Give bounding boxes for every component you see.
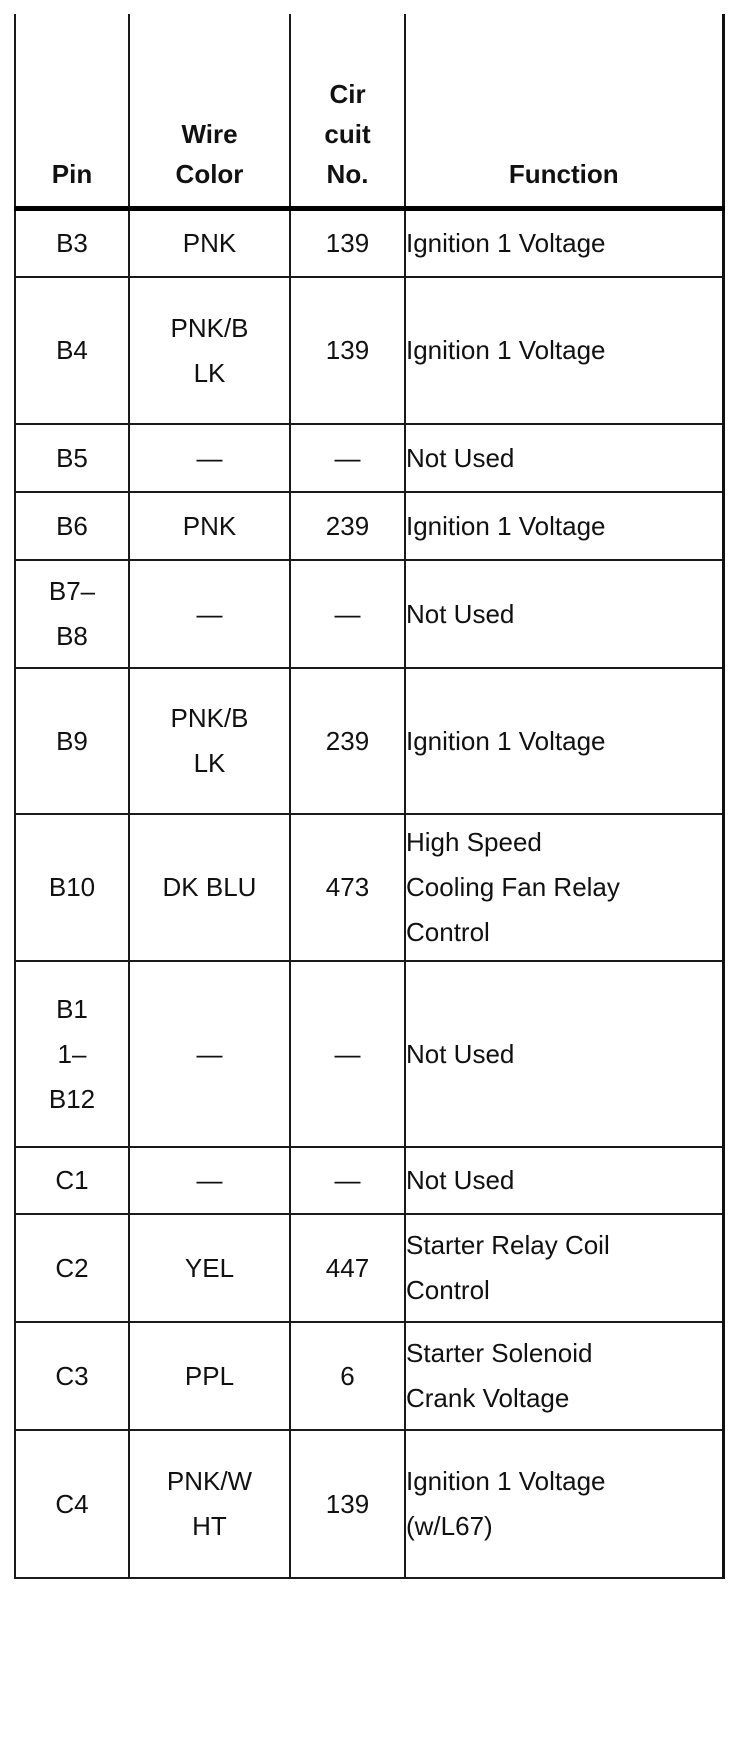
pin-cell: B6	[15, 492, 129, 560]
table-row	[15, 961, 723, 1147]
header-function: Function	[405, 14, 723, 208]
function-cell: Ignition 1 Voltage	[405, 492, 723, 560]
wire-color-cell: YEL	[129, 1214, 290, 1322]
header-circuit-no: Cir cuit No.	[290, 14, 405, 208]
document-page	[14, 14, 722, 1579]
wire-color-cell: —	[129, 424, 290, 492]
circuit-no-cell: 239	[290, 668, 405, 814]
circuit-no-cell: —	[290, 1147, 405, 1214]
pin-cell: C4	[15, 1430, 129, 1578]
table-header	[15, 14, 723, 208]
table-row	[15, 277, 723, 424]
function-cell: Ignition 1 Voltage	[405, 277, 723, 424]
pin-cell: B1 1– B12	[15, 961, 129, 1147]
pin-cell: C2	[15, 1214, 129, 1322]
circuit-no-cell: 447	[290, 1214, 405, 1322]
function-cell: Starter Relay Coil Control	[405, 1214, 723, 1322]
table-row	[15, 424, 723, 492]
pin-cell: B7– B8	[15, 560, 129, 668]
function-cell: Ignition 1 Voltage	[405, 208, 723, 277]
table-row	[15, 492, 723, 560]
function-cell: Not Used	[405, 560, 723, 668]
circuit-no-cell: —	[290, 424, 405, 492]
table-body	[15, 208, 723, 1578]
wire-color-cell: PNK	[129, 492, 290, 560]
circuit-no-cell: 139	[290, 277, 405, 424]
circuit-no-cell: —	[290, 560, 405, 668]
function-cell: Ignition 1 Voltage	[405, 668, 723, 814]
wire-color-cell: PPL	[129, 1322, 290, 1430]
function-cell: Starter Solenoid Crank Voltage	[405, 1322, 723, 1430]
pin-cell: B5	[15, 424, 129, 492]
table-row	[15, 814, 723, 961]
circuit-no-cell: 473	[290, 814, 405, 961]
circuit-no-cell: —	[290, 961, 405, 1147]
circuit-no-cell: 139	[290, 1430, 405, 1578]
table-row	[15, 668, 723, 814]
wire-color-cell: —	[129, 961, 290, 1147]
wire-color-cell: —	[129, 560, 290, 668]
circuit-no-cell: 139	[290, 208, 405, 277]
pin-cell: C1	[15, 1147, 129, 1214]
circuit-no-cell: 239	[290, 492, 405, 560]
function-cell: Not Used	[405, 424, 723, 492]
table-row	[15, 1430, 723, 1578]
wire-color-cell: PNK/W HT	[129, 1430, 290, 1578]
table-row	[15, 560, 723, 668]
function-cell: Not Used	[405, 961, 723, 1147]
wire-color-cell: PNK/B LK	[129, 277, 290, 424]
function-cell: Not Used	[405, 1147, 723, 1214]
table-row	[15, 1147, 723, 1214]
header-pin: Pin	[15, 14, 129, 208]
table-row	[15, 1322, 723, 1430]
pin-cell: B9	[15, 668, 129, 814]
header-wire-color: Wire Color	[129, 14, 290, 208]
circuit-no-cell: 6	[290, 1322, 405, 1430]
pin-cell: B3	[15, 208, 129, 277]
function-cell: High Speed Cooling Fan Relay Control	[405, 814, 723, 961]
table-row	[15, 208, 723, 277]
pin-cell: C3	[15, 1322, 129, 1430]
header-row	[15, 14, 723, 208]
pin-cell: B10	[15, 814, 129, 961]
connector-pinout-table	[14, 14, 725, 1579]
table-row	[15, 1214, 723, 1322]
pin-cell: B4	[15, 277, 129, 424]
wire-color-cell: DK BLU	[129, 814, 290, 961]
wire-color-cell: PNK	[129, 208, 290, 277]
function-cell: Ignition 1 Voltage (w/L67)	[405, 1430, 723, 1578]
wire-color-cell: —	[129, 1147, 290, 1214]
wire-color-cell: PNK/B LK	[129, 668, 290, 814]
